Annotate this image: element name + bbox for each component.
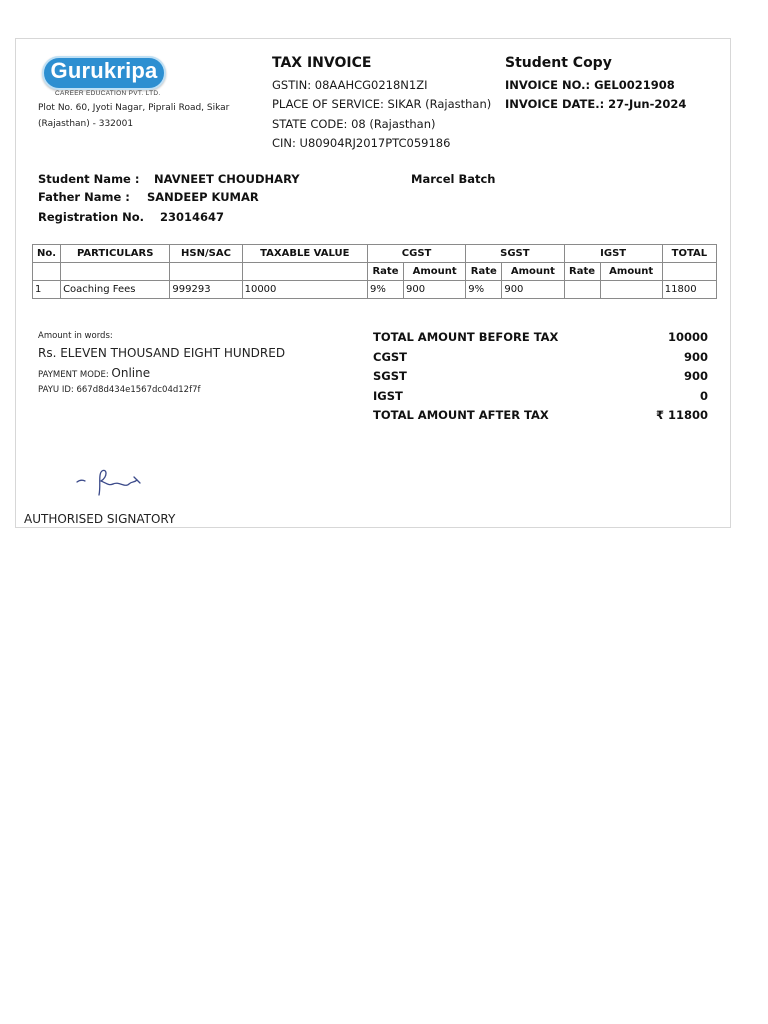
state-code: STATE CODE: 08 (Rajasthan) bbox=[272, 117, 436, 131]
cgst-amount-header: Amount bbox=[404, 263, 466, 281]
invoice-title: TAX INVOICE bbox=[272, 55, 372, 71]
summary-sgst-label: SGST bbox=[373, 369, 407, 383]
payment-mode-label: PAYMENT MODE: bbox=[38, 370, 109, 380]
amount-in-words: Rs. ELEVEN THOUSAND EIGHT HUNDRED bbox=[38, 346, 286, 360]
father-name-label: Father Name : bbox=[38, 190, 130, 204]
signature-image bbox=[71, 462, 151, 502]
row-cgst-amount: 900 bbox=[404, 281, 466, 299]
sgst-rate-header: Rate bbox=[466, 263, 502, 281]
col-cgst-header: CGST bbox=[367, 245, 465, 263]
payment-mode bbox=[38, 366, 150, 380]
row-igst-rate bbox=[564, 281, 600, 299]
company-address bbox=[38, 100, 229, 132]
student-name: NAVNEET CHOUDHARY bbox=[154, 172, 300, 186]
student-name-label: Student Name : bbox=[38, 172, 140, 186]
col-sgst-header: SGST bbox=[466, 245, 564, 263]
items-table bbox=[32, 244, 717, 299]
amount-in-words-label: Amount in words: bbox=[38, 331, 113, 341]
registration-number: 23014647 bbox=[160, 210, 225, 224]
row-particulars: Coaching Fees bbox=[61, 281, 170, 299]
row-no: 1 bbox=[33, 281, 61, 299]
summary-before-tax-value: 10000 bbox=[667, 330, 708, 344]
company-logo bbox=[42, 56, 172, 98]
cgst-rate-header: Rate bbox=[367, 263, 403, 281]
invoice-card bbox=[15, 38, 731, 528]
igst-rate-header: Rate bbox=[564, 263, 600, 281]
empty-cell bbox=[170, 263, 242, 281]
col-total-header: TOTAL bbox=[662, 245, 716, 263]
place-of-service: PLACE OF SERVICE: SIKAR (Rajasthan) bbox=[272, 97, 492, 111]
table-subheader-row bbox=[33, 263, 717, 281]
sgst-amount-header: Amount bbox=[502, 263, 564, 281]
row-cgst-rate: 9% bbox=[367, 281, 403, 299]
gstin: GSTIN: 08AAHCG0218N1ZI bbox=[272, 78, 428, 92]
summary-before-tax-label: TOTAL AMOUNT BEFORE TAX bbox=[373, 330, 559, 344]
empty-cell bbox=[242, 263, 367, 281]
col-hsn-header: HSN/SAC bbox=[170, 245, 242, 263]
row-sgst-rate: 9% bbox=[466, 281, 502, 299]
invoice-number: INVOICE NO.: GEL0021908 bbox=[505, 78, 675, 92]
summary-igst-value: 0 bbox=[699, 389, 708, 403]
summary-after-tax-value: ₹ 11800 bbox=[655, 408, 708, 422]
summary-sgst-value: 900 bbox=[683, 369, 708, 383]
father-name: SANDEEP KUMAR bbox=[147, 190, 259, 204]
row-sgst-amount: 900 bbox=[502, 281, 564, 299]
logo-subtext: CAREER EDUCATION PVT. LTD. bbox=[55, 90, 161, 97]
address-line-1: Plot No. 60, Jyoti Nagar, Piprali Road, Sikar bbox=[38, 103, 230, 113]
empty-cell bbox=[61, 263, 170, 281]
summary-after-tax-label: TOTAL AMOUNT AFTER TAX bbox=[373, 408, 549, 422]
col-no-header: No. bbox=[33, 245, 61, 263]
logo-text: Gurukripa bbox=[50, 58, 158, 83]
registration-label: Registration No. bbox=[38, 210, 145, 224]
col-igst-header: IGST bbox=[564, 245, 662, 263]
empty-cell bbox=[33, 263, 61, 281]
row-taxable: 10000 bbox=[242, 281, 367, 299]
col-particulars-header: PARTICULARS bbox=[61, 245, 170, 263]
row-igst-amount bbox=[600, 281, 662, 299]
row-total: 11800 bbox=[662, 281, 716, 299]
row-hsn: 999293 bbox=[170, 281, 242, 299]
address-line-2: (Rajasthan) - 332001 bbox=[38, 119, 134, 129]
table-header-row bbox=[33, 245, 717, 263]
payu-id: PAYU ID: 667d8d434e1567dc04d12f7f bbox=[38, 385, 201, 395]
summary-igst-label: IGST bbox=[373, 389, 403, 403]
igst-amount-header: Amount bbox=[600, 263, 662, 281]
batch-name: Marcel Batch bbox=[411, 172, 496, 186]
empty-cell bbox=[662, 263, 716, 281]
authorised-signatory: AUTHORISED SIGNATORY bbox=[24, 512, 176, 526]
table-row bbox=[33, 281, 717, 299]
summary-cgst-value: 900 bbox=[683, 350, 708, 364]
copy-label: Student Copy bbox=[505, 55, 612, 71]
cin: CIN: U80904RJ2017PTC059186 bbox=[272, 136, 451, 150]
invoice-date: INVOICE DATE.: 27-Jun-2024 bbox=[505, 97, 687, 111]
col-taxable-header: TAXABLE VALUE bbox=[242, 245, 367, 263]
payment-mode-value: Online bbox=[111, 366, 151, 380]
summary-cgst-label: CGST bbox=[373, 350, 408, 364]
